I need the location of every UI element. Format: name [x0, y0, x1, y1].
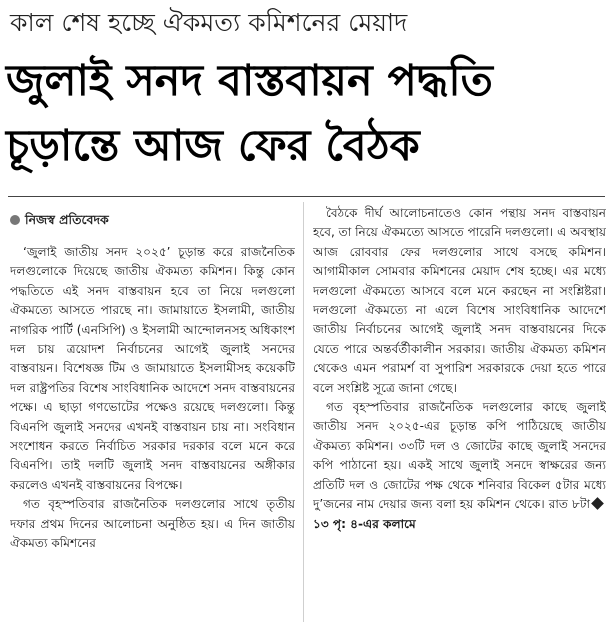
article-paragraph	[313, 398, 606, 534]
byline	[10, 210, 295, 230]
bullet-icon	[10, 215, 20, 225]
article-paragraph: গত বৃহস্পতিবার রাজনৈতিক দলগুলোর সাথে তৃতীয় দফার প্রথম দিনের আলোচনা অনুষ্ঠিত হয়। এ দিন জাতীয় ঐকমত্য কমিশনের	[10, 497, 295, 551]
article-column-left	[10, 243, 295, 623]
headline-line-1: জুলাই সনদ বাস্তবায়ন পদ্ধতি	[6, 56, 493, 106]
continuation-link[interactable]: ১৩ পৃ: ৪-এর কলামে	[313, 516, 416, 531]
headline-line-2: চূড়ান্তে আজ ফের বৈঠক	[6, 121, 420, 171]
article-column-right	[313, 204, 606, 622]
article-paragraph: ‘জুলাই জাতীয় সনদ ২০২৫’ চূড়ান্ত করে রাজনৈতিক দলগুলোকে দিয়েছে জাতীয় ঐকমত্য কমিশন। কিন্তু কোন পদ্ধতিতে এই সনদ বাস্তবায়ন হবে তা নিয়ে দলগুলো ঐকমত্যে আসতে পারছে না। জামায়াতে ইসলামী, জাতীয় নাগরিক পার্টি (এনসিপি) ও ইসলামী আন্দোলনসহ অধিকাংশ দল চায় ত্রয়োদশ নির্বাচনের আগেই জুলাই সনদের বাস্তবায়ন। বিশেষজ্ঞ টিম ও জামায়াতে ইসলামীসহ কয়েকটি দল রাষ্ট্রপতির বিশেষ সাংবিধানিক আদেশে সনদ বাস্তবায়নের পক্ষে। এ ছাড়া গণভোটের পক্ষেও রয়েছে দলগুলো। কিন্তু বিএনপি জুলাই সনদের এখনই বাস্তবায়ন চায় না। সংবিধান সংশোধন করতে নির্বাচিত সরকার দরকার বলে মনে করে বিএনপি। তাই দলটি জুলাই সনদ বাস্তবায়নের অঙ্গীকার করলেও এখনই বাস্তবায়নের বিপক্ষে।	[10, 245, 295, 492]
article-paragraph: বৈঠকে দীর্ঘ আলোচনাতেও কোন পন্থায় সনদ বাস্তবায়ন হবে, তা নিয়ে ঐকমত্যে আসতে পারেনি দলগুলো। এ অবস্থায় আজ রোববার ফের দলগুলোর সাথে বসছে কমিশন। আগামীকাল সোমবার কমিশনের মেয়াদ শেষ হচ্ছে। এর মধ্যে দলগুলো ঐকমত্যে আসবে বলে মনে করছেন না সংশ্লিষ্টরা। দলগুলো ঐকমত্যে না এলে বিশেষ সাংবিধানিক আদেশে জাতীয় নির্বাচনের আগেই জুলাই সনদ বাস্তবায়নের দিকে যেতে পারে অন্তর্বর্তীকালীন সরকার। জাতীয় ঐকমত্য কমিশন থেকেও এমন পরামর্শ বা সুপারিশ সরকারকে দেয়া হতে পারে বলে সংশ্লিষ্ট সূত্রে জানা গেছে।	[313, 206, 606, 395]
continuation-diamond-icon	[591, 497, 604, 510]
headline-rule	[8, 196, 605, 197]
article-paragraph-text: গত বৃহস্পতিবার রাজনৈতিক দলগুলোর কাছে জুলাই জাতীয় সনদ ২০২৫-এর চূড়ান্ত কপি পাঠিয়েছে জাতীয় ঐকমত্য কমিশন। ৩৩টি দল ও জোটের কাছে জুলাই সনদের কপি পাঠানো হয়। একই সাথে জুলাই সনদে স্বাক্ষরের জন্য প্রতিটি দল ও জোটের পক্ষ থেকে শনিবার বিকেল ৫টার মধ্যে দু’জনের নাম দেয়ার জন্য বলা হয় কমিশন থেকে। রাত ৮টা	[313, 400, 606, 512]
byline-text: নিজস্ব প্রতিবেদক	[25, 212, 109, 227]
headline-kicker: কাল শেষ হচ্ছে ঐকমত্য কমিশনের মেয়াদ	[10, 8, 408, 37]
column-divider	[303, 202, 304, 622]
